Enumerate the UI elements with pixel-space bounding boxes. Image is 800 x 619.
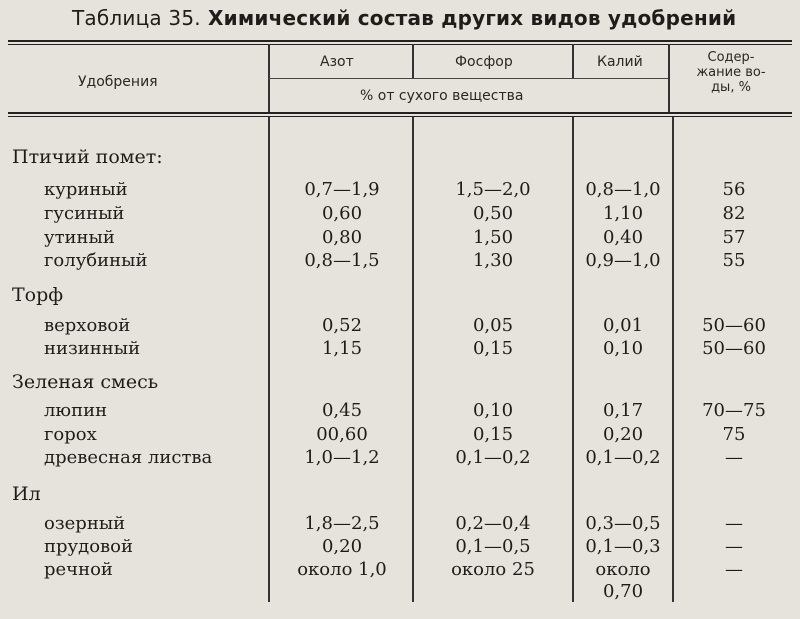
phosphorus-value: 0,05: [472, 315, 514, 336]
potassium-value: 0,10: [602, 338, 644, 359]
row-name: люпин: [44, 400, 108, 421]
water-value: 50—60: [702, 338, 766, 359]
nitrogen-value: 00,60: [316, 424, 368, 445]
header-units: % от сухого вещества: [360, 88, 524, 104]
nitrogen-value: около 1,0: [297, 559, 387, 580]
header-divider-2: [412, 44, 414, 78]
nitrogen-value: 0,8—1,5: [304, 250, 380, 271]
header-nitrogen: Азот: [320, 54, 354, 70]
group-title: Птичий помет:: [12, 146, 163, 168]
table-number: Таблица 35.: [72, 6, 201, 30]
group-title: Ил: [12, 483, 41, 505]
potassium-value: 0,17: [602, 400, 644, 421]
header-water-line-3: ды, %: [711, 80, 751, 95]
potassium-value: 0,20: [602, 424, 644, 445]
row-name: гусиный: [44, 203, 125, 224]
phosphorus-value: 0,50: [472, 203, 514, 224]
potassium-value: 0,1—0,2: [585, 447, 661, 468]
water-value: 75: [722, 424, 746, 445]
header-phosphorus: Фосфор: [455, 54, 513, 70]
potassium-value: 0,1—0,3: [585, 536, 661, 557]
water-value: 82: [722, 203, 746, 224]
row-name: древесная листва: [44, 447, 213, 468]
header-inner-rule: [268, 78, 668, 79]
row-name: речной: [44, 559, 113, 580]
row-name: голубиный: [44, 250, 148, 271]
header-water: [672, 50, 790, 95]
phosphorus-value: 0,15: [472, 424, 514, 445]
nitrogen-value: 0,52: [321, 315, 363, 336]
potassium-value: около: [595, 559, 651, 580]
nitrogen-value: 1,8—2,5: [304, 513, 380, 534]
header-bottom-rule: [8, 112, 792, 114]
row-name: верховой: [44, 315, 131, 336]
potassium-value: 0,3—0,5: [585, 513, 661, 534]
phosphorus-value: 0,10: [472, 400, 514, 421]
header-bottom-rule-thin: [8, 116, 792, 117]
group-title: Торф: [12, 284, 64, 306]
phosphorus-value: 0,1—0,2: [455, 447, 531, 468]
row-name: низинный: [44, 338, 141, 359]
phosphorus-value: 0,2—0,4: [455, 513, 531, 534]
water-value: 57: [722, 227, 746, 248]
water-value: —: [725, 447, 743, 468]
row-name: куриный: [44, 179, 128, 200]
potassium-value: 0,8—1,0: [585, 179, 661, 200]
water-value: 55: [722, 250, 746, 271]
row-name: озерный: [44, 513, 126, 534]
nitrogen-value: 1,0—1,2: [304, 447, 380, 468]
nitrogen-value: 0,60: [321, 203, 363, 224]
water-value: 50—60: [702, 315, 766, 336]
water-value: 56: [722, 179, 746, 200]
top-rule: [8, 40, 792, 42]
water-value: —: [725, 513, 743, 534]
nitrogen-value: 0,45: [321, 400, 363, 421]
nitrogen-value: 1,15: [321, 338, 363, 359]
potassium-value: 0,9—1,0: [585, 250, 661, 271]
nitrogen-value: 0,80: [321, 227, 363, 248]
header-potassium: Калий: [597, 54, 643, 70]
phosphorus-value: 1,30: [472, 250, 514, 271]
potassium-value-continued: 0,70: [602, 581, 644, 602]
nitrogen-value: 0,20: [321, 536, 363, 557]
phosphorus-value: 0,1—0,5: [455, 536, 531, 557]
row-name: утиный: [44, 227, 115, 248]
top-rule-thin: [8, 44, 792, 45]
phosphorus-value: 1,50: [472, 227, 514, 248]
water-value: 70—75: [702, 400, 766, 421]
group-title: Зеленая смесь: [12, 371, 159, 393]
table-caption: [72, 6, 772, 30]
phosphorus-value: 0,15: [472, 338, 514, 359]
water-value: —: [725, 536, 743, 557]
table-title: Химический состав других видов удобрений: [208, 6, 737, 30]
row-name: горох: [44, 424, 97, 445]
body-divider-1: [268, 117, 270, 602]
header-divider-4: [668, 44, 670, 112]
phosphorus-value: около 25: [451, 559, 535, 580]
potassium-value: 1,10: [602, 203, 644, 224]
header-water-line-2: жание во-: [696, 65, 766, 80]
header-divider-3: [572, 44, 574, 78]
water-value: —: [725, 559, 743, 580]
potassium-value: 0,40: [602, 227, 644, 248]
phosphorus-value: 1,5—2,0: [455, 179, 531, 200]
potassium-value: 0,01: [602, 315, 644, 336]
row-name: прудовой: [44, 536, 133, 557]
nitrogen-value: 0,7—1,9: [304, 179, 380, 200]
header-fertilizer: Удобрения: [78, 74, 158, 90]
header-water-line-1: Содер-: [707, 50, 755, 65]
